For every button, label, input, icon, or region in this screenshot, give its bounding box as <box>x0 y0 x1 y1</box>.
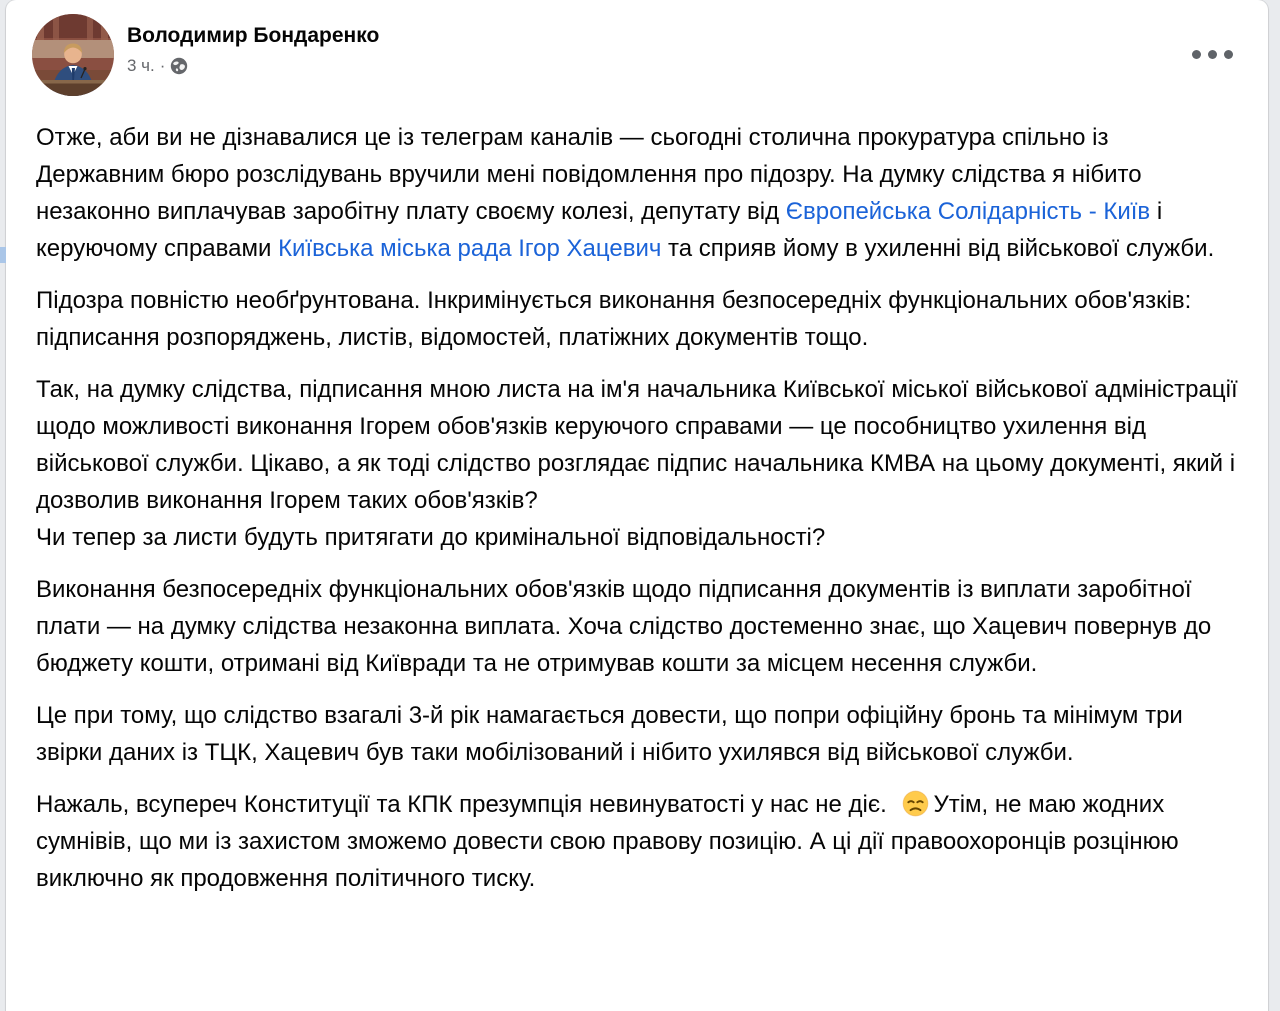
paragraph-5: Це при тому, що слідство взагалі 3-й рік намагається довести, що попри офіційну бронь та мінімум три звірки даних із ТЦК, Хацевич був таки мобілізований і нібито ухилявся від військової служби. <box>36 702 1183 766</box>
ellipsis-icon <box>1208 50 1217 59</box>
timestamp[interactable]: 3 ч. <box>127 56 155 75</box>
post-card <box>6 0 1268 1011</box>
disappointed-face-emoji <box>902 790 929 817</box>
paragraph-1 <box>36 119 1240 267</box>
paragraph-2: Підозра повністю необґрунтована. Інкримінується виконання безпосередніх функціональних обов'язків: підписання розпоряджень, листів, відомостей, платіжних документів тощо. <box>36 287 1192 351</box>
globe-icon <box>170 57 188 75</box>
text-run: Отже, аби ви не дізнавалися це із телеграм каналів — сьогодні столична прокуратура спільно із Державним бюро розслідувань вручили мені повідомлення про підозру. На думку слідства я нібито незаконно виплачував заробітну плату своєму колезі, депутату від <box>36 124 1142 225</box>
ellipsis-icon <box>1192 50 1201 59</box>
post-header <box>6 0 1268 96</box>
post-options-button[interactable] <box>1190 42 1235 67</box>
text-run: Чи тепер за листи будуть притягати до кримінальної відповідальності? <box>36 524 826 551</box>
link-ihor-khatsevych[interactable]: Ігор Хацевич <box>518 235 662 262</box>
background-artifact <box>0 247 6 263</box>
text-run: Нажаль, всупереч Конституції та КПК презумпція невинуватості у нас не діє. <box>36 791 894 818</box>
avatar[interactable] <box>32 14 114 96</box>
paragraph-3 <box>36 371 1240 556</box>
text-run: та сприяв йому в ухиленні від військової служби. <box>661 235 1215 262</box>
ellipsis-icon <box>1224 50 1233 59</box>
link-european-solidarity-kyiv[interactable]: Європейська Солідарність - Київ <box>785 198 1151 225</box>
text-run: Утім, не маю жодних сумнівів, що ми із захистом зможемо довести свою правову позицію. А ці дії правоохоронців розцінюю виключно як продовження політичного тиску. <box>36 791 1179 892</box>
header-meta <box>127 14 379 96</box>
paragraph-4: Виконання безпосередніх функціональних обов'язків щодо підписання документів із виплати заробітної плати — на думку слідства незаконна виплата. Хоча слідство достеменно знає, що Хацевич повернув до бюджету кошти, отримані від Київради та не отримував кошти за місцем несення служби. <box>36 576 1212 677</box>
text-run: і керуючому справами <box>36 198 1163 262</box>
link-kyiv-city-council[interactable]: Київська міська рада <box>278 235 512 262</box>
avatar-photo <box>32 14 114 96</box>
author-name[interactable]: Володимир Бондаренко <box>127 24 380 47</box>
text-run: Так, на думку слідства, підписання мною листа на ім'я начальника Київської міської військової адміністрації щодо можливості виконання Ігорем обов'язків керуючого справами — це пособництво ухилення від військової служби. Цікаво, а як тоді слідство розглядає підпис начальника КМВА на цьому документі, який і дозволив виконання Ігорем таких обов'язків? <box>36 376 1238 514</box>
post-meta-row <box>127 56 379 76</box>
post-body <box>6 96 1268 897</box>
paragraph-6 <box>36 786 1240 897</box>
meta-separator: · <box>159 56 166 75</box>
